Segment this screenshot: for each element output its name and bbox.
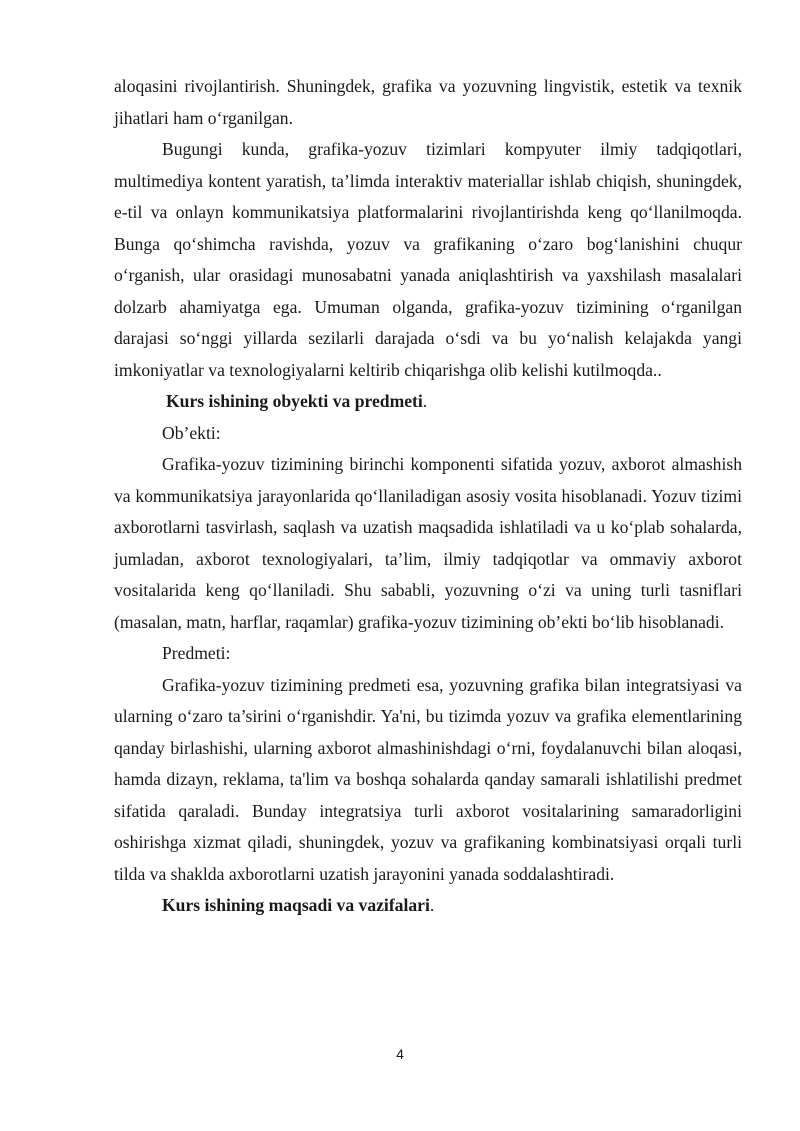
heading-maqsad-text: Kurs ishining maqsadi va vazifalari [162,895,430,915]
label-obekti: Ob’ekti: [162,422,221,443]
paragraph-grafika-yozuv-usage: Bugungi kunda, grafika-yozuv tizimlari kompyuter ilmiy tadqiqotlari, multimediya kontent yaratish, ta’limda interaktiv materiallar ishlab chiqish, shuningdek, e-til va onlayn kommunikatsiya platformalarini rivojlantirishda keng qo‘llanilmoqda. Bunga qo‘shimcha ravishda, yozuv va grafikaning o‘zaro bog‘lanishini chuqur o‘rganish, ular orasidagi munosabatni yanada aniqlashtirish va yaxshilash masalalari dolzarb ahamiyatga ega. Umuman olganda, grafika-yozuv tizimining o‘rganilgan darajasi so‘nggi yillarda sezilarli darajada o‘sdi va bu yo‘nalish kelajakda yangi imkoniyatlar va texnologiyalarni keltirib chiqarishga olib kelishi kutilmoqda.. [114,139,742,380]
paragraph-continuation: aloqasini rivojlantirish. Shuningdek, grafika va yozuvning lingvistik, estetik va texnik jihatlari ham o‘rganilgan. [114,76,742,128]
section-heading-maqsad [114,890,742,922]
page-body [114,71,742,922]
page-number: 4 [396,1046,404,1062]
heading-obyekt-dot: . [422,391,428,411]
heading-maqsad-dot: . [429,895,435,915]
section-heading-obyekt [114,386,742,418]
paragraph-obekti: Grafika-yozuv tizimining birinchi komponenti sifatida yozuv, axborot almashish va kommunikatsiya jarayonlarida qo‘llaniladigan asosiy vosita hisoblanadi. Yozuv tizimi axborotlarni tasvirlash, saqlash va uzatish maqsadida ishlatiladi va u ko‘plab sohalarda, jumladan, axborot texnologiyalari, ta’lim, ilmiy tadqiqotlar va ommaviy axborot vositalarida keng qo‘llaniladi. Shu sababli, yozuvning o‘zi va uning turli tasniflari (masalan, matn, harflar, raqamlar) grafika-yozuv tizimining ob’ekti bo‘lib hisoblanadi. [114,454,742,632]
heading-obyekt-text: Kurs ishining obyekti va predmeti [166,391,423,411]
label-predmeti: Predmeti: [162,643,231,663]
paragraph-predmeti: Grafika-yozuv tizimining predmeti esa, yozuvning grafika bilan integratsiyasi va ularning o‘zaro ta’sirini o‘rganishdir. Ya'ni, bu tizimda yozuv va grafika elementlarining qanday birlashishi, ularning axborot almashinishdagi o‘rni, foydalanuvchi bilan aloqasi, hamda dizayn, reklama, ta'lim va boshqa sohalarda qanday samarali ishlatilishi predmet sifatida qaraladi. Bunday integratsiya turli axborot vositalarining samaradorligini oshirishga xizmat qiladi, shuningdek, yozuv va grafikaning kombinatsiyasi orqali turli tilda va shaklda axborotlarni uzatish jarayonini yanada soddalashtiradi. [114,674,742,884]
